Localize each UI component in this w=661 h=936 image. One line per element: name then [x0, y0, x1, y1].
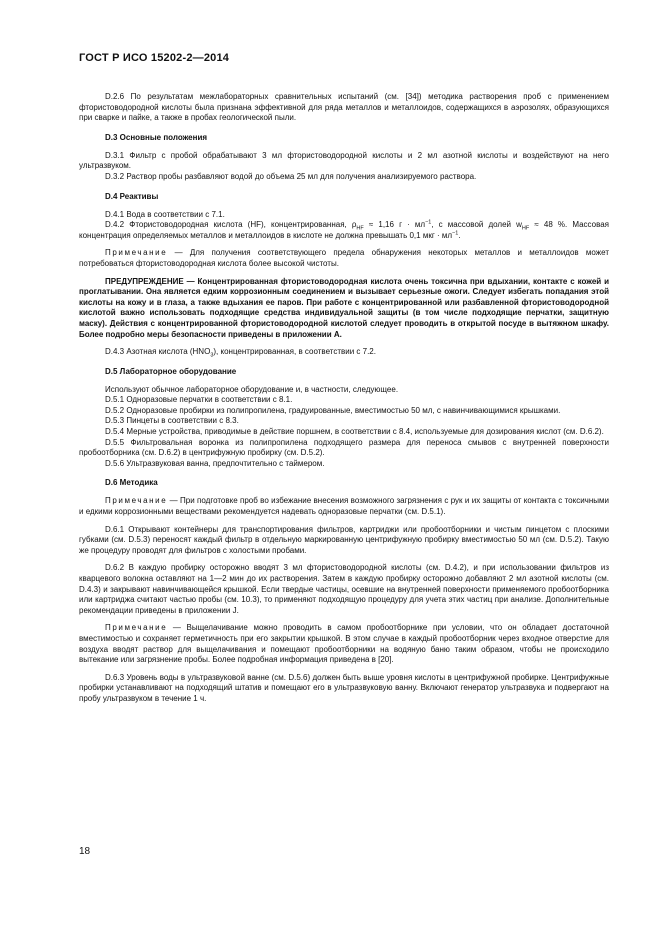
- text-part: ≈ 1,16 г · мл: [363, 220, 426, 230]
- paragraph-d26: D.2.6 По результатам межлабораторных сравнительных испытаний (см. [34]) методика растворения проб с применением фтористоводородной кислоты была признана эффективной для ряда металлов и металлоидов, содержащихся в аэрозолях, образующихся при сварке и пайке, а также в пробах геологической пыли.: [79, 92, 609, 123]
- heading-d3: D.3 Основные положения: [105, 132, 208, 142]
- superscript: −1: [425, 219, 432, 226]
- paragraph-d55: D.5.5 Фильтровальная воронка из полипропилена подходящего размера для переноса смывов с внутренней поверхности пробоотборника (см. D.6.2) в центрифужную пробирку (см. D.5.2).: [79, 437, 609, 458]
- paragraph-d41: D.4.1 Вода в соответствии с 7.1.: [105, 209, 225, 219]
- paragraph-d54: D.5.4 Мерные устройства, приводимые в действие поршнем, в соответствии с 8.4, используемые для дозирования кислот (см. D.6.2).: [105, 427, 604, 437]
- paragraph-d31: D.3.1 Фильтр с пробой обрабатывают 3 мл фтористоводородной кислоты и 2 мл азотной кислоты и воздействуют на него ультразвуком.: [79, 150, 609, 171]
- paragraph-d32: D.3.2 Раствор пробы разбавляют водой до объема 25 мл для получения анализируемого раствора.: [105, 171, 477, 181]
- paragraph-d43: [79, 347, 609, 358]
- subscript: HF: [521, 225, 530, 232]
- text-part: .: [458, 230, 461, 240]
- subscript: HF: [356, 225, 364, 232]
- note-label: Примечание: [105, 248, 168, 258]
- paragraph-d42: [79, 220, 609, 241]
- note-text: — Выщелачивание можно проводить в самом пробоотборнике при условии, что он обладает достаточной вместимостью и сохраняет герметичность при его закрытии крышкой. В этом случае в каждый пробоотборник через входное отверстие для воздуха вводят раствор для выщелачивания и помещают пробоотборники на водяную баню таким образом, чтобы не происходило вытекание или загрязнение пробы. Более подробная информация приведена в [20].: [79, 623, 609, 665]
- page-number: 18: [79, 846, 91, 857]
- note-label: Примечание: [105, 496, 168, 506]
- heading-d6: D.6 Методика: [105, 478, 158, 488]
- paragraph-d5-intro: Используют обычное лабораторное оборудование и, в частности, следующее.: [105, 384, 399, 394]
- note-d4: [79, 248, 609, 269]
- heading-d5: D.5 Лабораторное оборудование: [105, 366, 237, 376]
- note-text: — При подготовке проб во избежание внесения возможного загрязнения с рук и их защиты от контакта с токсичными и едкими коррозионными веществами рекомендуется надевать одноразовые перчатки (см. D.5.1).: [79, 496, 609, 517]
- text-part: D.4.3 Азотная кислота (HNO: [105, 347, 211, 357]
- text-part: ≈ 48 %. Массовая концентрация определяемых металлов и металлоидов в кислоте не должна превышать 0,1 мкг · мл: [79, 220, 610, 240]
- note-d6: [79, 496, 609, 517]
- paragraph-d63: D.6.3 Уровень воды в ультразвуковой ванне (см. D.5.6) должен быть выше уровня кислоты в центрифужной пробирке. Центрифужные пробирки устанавливают на подходящий штатив и помещают его в ультразвуковую ванну. Включают генератор ультразвука и подвергают на пробу ультразвуком в течение 1 ч.: [79, 672, 609, 703]
- paragraph-d62: D.6.2 В каждую пробирку осторожно вводят 3 мл фтористоводородной кислоты (см. D.4.2), и при использовании фильтров из кварцевого волокна оставляют на 1—2 мин до их растворения. Затем в каждую пробирку осторожно добавляют 2 мл азотной кислоты (см. D.4.3) и закрывают навинчивающейся крышкой. Если твердые частицы, осевшие на внутренней поверхности применяемого пробоотборника или картриджа считают частью пробы (см. 10.3), то применяют подходящую процедуру для учета этих частиц при анализе. Дополнительные рекомендации приведены в приложении J.: [79, 563, 609, 615]
- subscript: 3: [210, 352, 214, 359]
- superscript: −1: [452, 230, 459, 237]
- paragraph-d61: D.6.1 Открывают контейнеры для транспортирования фильтров, картриджи или пробоотборники и чистым пинцетом с плоскими губками (см. D.5.3) переносят каждый фильтр в отдельную маркированную центрифужную пробирку вместимостью 50 мл (см. D.5.2). Такую же процедуру проводят для фильтров с холостыми пробами.: [79, 524, 609, 555]
- note-text: — Для получения соответствующего предела обнаружения некоторых металлов и металлоидов может потребоваться фтористоводородная кислота более высокой чистоты.: [79, 248, 609, 268]
- document-header: ГОСТ Р ИСО 15202-2—2014: [79, 52, 230, 64]
- text-part: D.4.2 Фтористоводородная кислота (HF), концентрированная, ρ: [105, 220, 357, 230]
- note-d62: [79, 623, 609, 665]
- paragraph-d52: D.5.2 Одноразовые пробирки из полипропилена, градуированные, вместимостью 50 мл, с навинчивающимися крышками.: [105, 405, 561, 415]
- text-part: , с массовой долей w: [431, 220, 522, 230]
- text-part: ), концентрированная, в соответствии с 7.2.: [213, 347, 376, 357]
- paragraph-d53: D.5.3 Пинцеты в соответствии с 8.3.: [105, 416, 239, 426]
- note-label: Примечание: [105, 623, 168, 633]
- paragraph-d56: D.5.6 Ультразвуковая ванна, предпочтительно с таймером.: [105, 458, 325, 468]
- heading-d4: D.4 Реактивы: [105, 191, 159, 201]
- paragraph-d51: D.5.1 Одноразовые перчатки в соответствии с 8.1.: [105, 395, 293, 405]
- warning-block: ПРЕДУПРЕЖДЕНИЕ — Концентрированная фтористоводородная кислота очень токсична при вдыхании, контакте с кожей и проглатывании. Она является едким коррозионным соединением и вызывает серьезные ожоги. Следует избегать попадания этой кислоты на кожу и в глаза, а также вдыхания ее паров. При работе с концентрированной или разбавленной фтористоводородной кислотой важно использовать подходящие средства индивидуальной защиты (в том числе подходящие перчатки, защитную маску). Действия с концентрированной фтористоводородной кислотой следует проводить в открытой посуде в вытяжном шкафу. Более подробно меры безопасности приведены в приложении А.: [79, 276, 609, 339]
